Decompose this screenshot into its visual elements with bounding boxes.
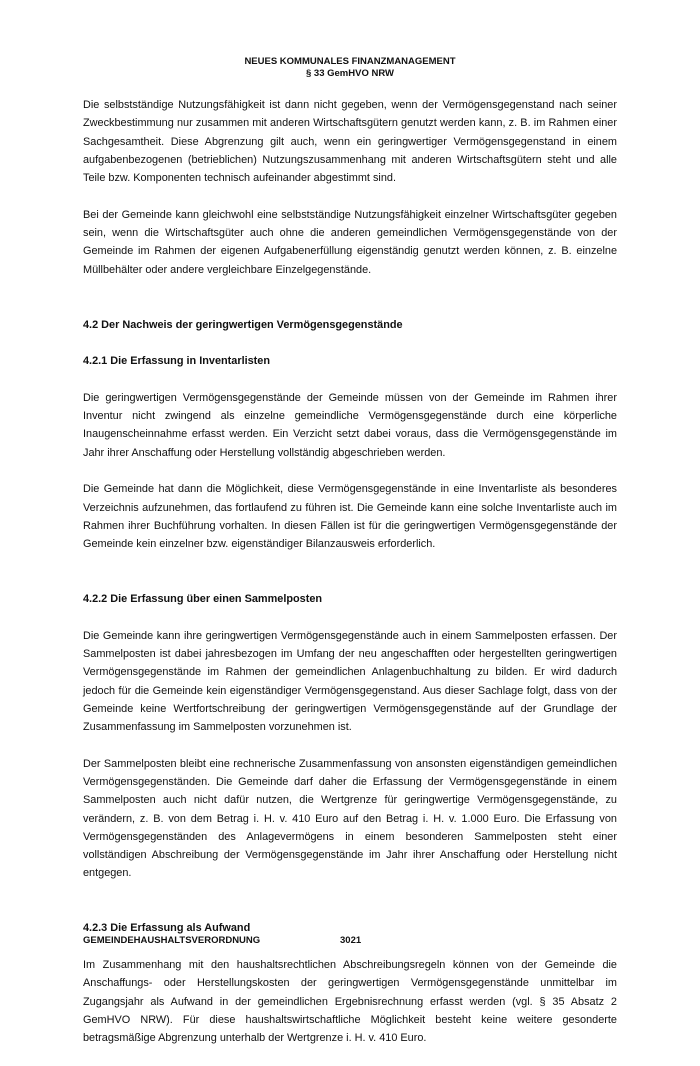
page-header [0, 56, 700, 80]
section-heading-4-2: 4.2 Der Nachweis der geringwertigen Vermögensgegenstände [83, 318, 403, 331]
paragraph: Die geringwertigen Vermögensgegenstände der Gemeinde müssen von der Gemeinde im Rahmen ihrer Inventur nicht zwingend als einzelne gemeindliche Vermögensgegenstände durch eine körperliche Inaugenscheinnahme erfasst werden. Ein Verzicht setzt dabei voraus, dass die Vermögensgegenstände im Jahr ihrer Anschaffung oder Herstellung vollständig abgeschrieben werden. [83, 391, 617, 459]
paragraph: Die selbstständige Nutzungsfähigkeit ist dann nicht gegeben, wenn der Vermögensgegenstand nach seiner Zweckbestimmung nur zusammen mit anderen Wirtschaftsgütern genutzt werden kann, z. B. im Rahmen einer Sachgesamtheit. Diese Abgrenzung gilt auch, wenn ein geringwertiger Vermögensgegenstand in einem aufgabenbezogenen (betrieblichen) Nutzungszusammenhang mit anderen Wirtschaftsgütern steht und alle Teile bzw. Komponenten technisch aufeinander abgestimmt sind. [83, 99, 617, 185]
section-heading-4-2-2: 4.2.2 Die Erfassung über einen Sammelposten [83, 593, 323, 606]
header-title: NEUES KOMMUNALES FINANZMANAGEMENT [244, 56, 456, 67]
section-heading-4-2-1: 4.2.1 Die Erfassung in Inventarlisten [83, 355, 271, 368]
document-body [83, 96, 617, 1066]
section-gap [83, 297, 617, 315]
section-heading-4-2-3: 4.2.3 Die Erfassung als Aufwand [83, 922, 251, 935]
paragraph: Bei der Gemeinde kann gleichwohl eine selbstständige Nutzungsfähigkeit einzelner Wirtschaftsgüter gegeben sein, wenn die Wirtschaftsgüter auch ohne die anderen gemeindlichen Vermögensgegenstände von der Gemeinde im Rahmen der eigenen Aufgabenerfüllung eigenständig genutzt werden können, z. B. einzelne Müllbehälter oder andere vergleichbare Einzelgegenstände. [83, 208, 617, 276]
header-subtitle: § 33 GemHVO NRW [306, 68, 394, 79]
paragraph: Im Zusammenhang mit den haushaltsrechtlichen Abschreibungsregeln können von der Gemeinde die Anschaffungs- oder Herstellungskosten der geringwertigen Vermögensgegenstände unmittelbar im Zugangsjahr als Aufwand in der gemeindlichen Ergebnisrechnung erfasst werden (vgl. § 35 Absatz 2 GemHVO NRW). Für diese haushaltswirtschaftliche Möglichkeit besteht keine weitere gesonderte betragsmäßige Abgrenzung unterhalb der Wertgrenze i. H. v. 410 Euro. [83, 958, 617, 1045]
paragraph: Die Gemeinde hat dann die Möglichkeit, diese Vermögensgegenstände in eine Inventarliste als besonderes Verzeichnis aufzunehmen, das fortlaufend zu führen ist. Die Gemeinde kann eine solche Inventarliste auch im Rahmen ihrer Buchführung vorhalten. In diesen Fällen ist für die geringwertigen Vermögensgegenstände der Gemeinde kein einzelner bzw. eigenständiger Bilanzausweis erforderlich. [83, 483, 617, 551]
section-gap [83, 572, 617, 590]
page-number: 3021 [340, 935, 362, 946]
paragraph: Der Sammelposten bleibt eine rechnerische Zusammenfassung von ansonsten eigenständigen gemeindlichen Vermögensgegenständen. Die Gemeinde darf daher die Erfassung der Vermögensgegenstände in einem Sammelposten auch nicht dafür nutzen, die Wertgrenze für geringwertige Vermögensgegenstände, zu verändern, z. B. von dem Betrag i. H. v. 410 Euro auf den Betrag i. H. v. 1.000 Euro. Die Erfassung von Vermögensgegenständen des Anlagevermögens in einem besonderen Sammelposten steht einer vollständigen Abschreibung der Vermögensgegenstände im Jahr ihrer Anschaffung oder Herstellung nicht entgegen. [83, 757, 617, 880]
paragraph: Die Gemeinde kann ihre geringwertigen Vermögensgegenstände auch in einem Sammelposten erfassen. Der Sammelposten ist dabei jahresbezogen im Umfang der neu angeschafften oder hergestellten geringwertigen Vermögensgegenstände im Rahmen der gemeindlichen Anlagenbuchhaltung zu bilden. Er wird dadurch jedoch für die Gemeinde kein eigenständiger Vermögensgegenstand. Aus dieser Sachlage folgt, dass von der Gemeinde keine Wertfortschreibung der geringwertigen Vermögensgegenstände auf der Grundlage der Zusammenfassung im Sammelposten vorzunehmen ist. [83, 629, 617, 734]
footer-title: GEMEINDEHAUSHALTSVERORDNUNG [83, 935, 261, 946]
section-gap [83, 901, 617, 919]
